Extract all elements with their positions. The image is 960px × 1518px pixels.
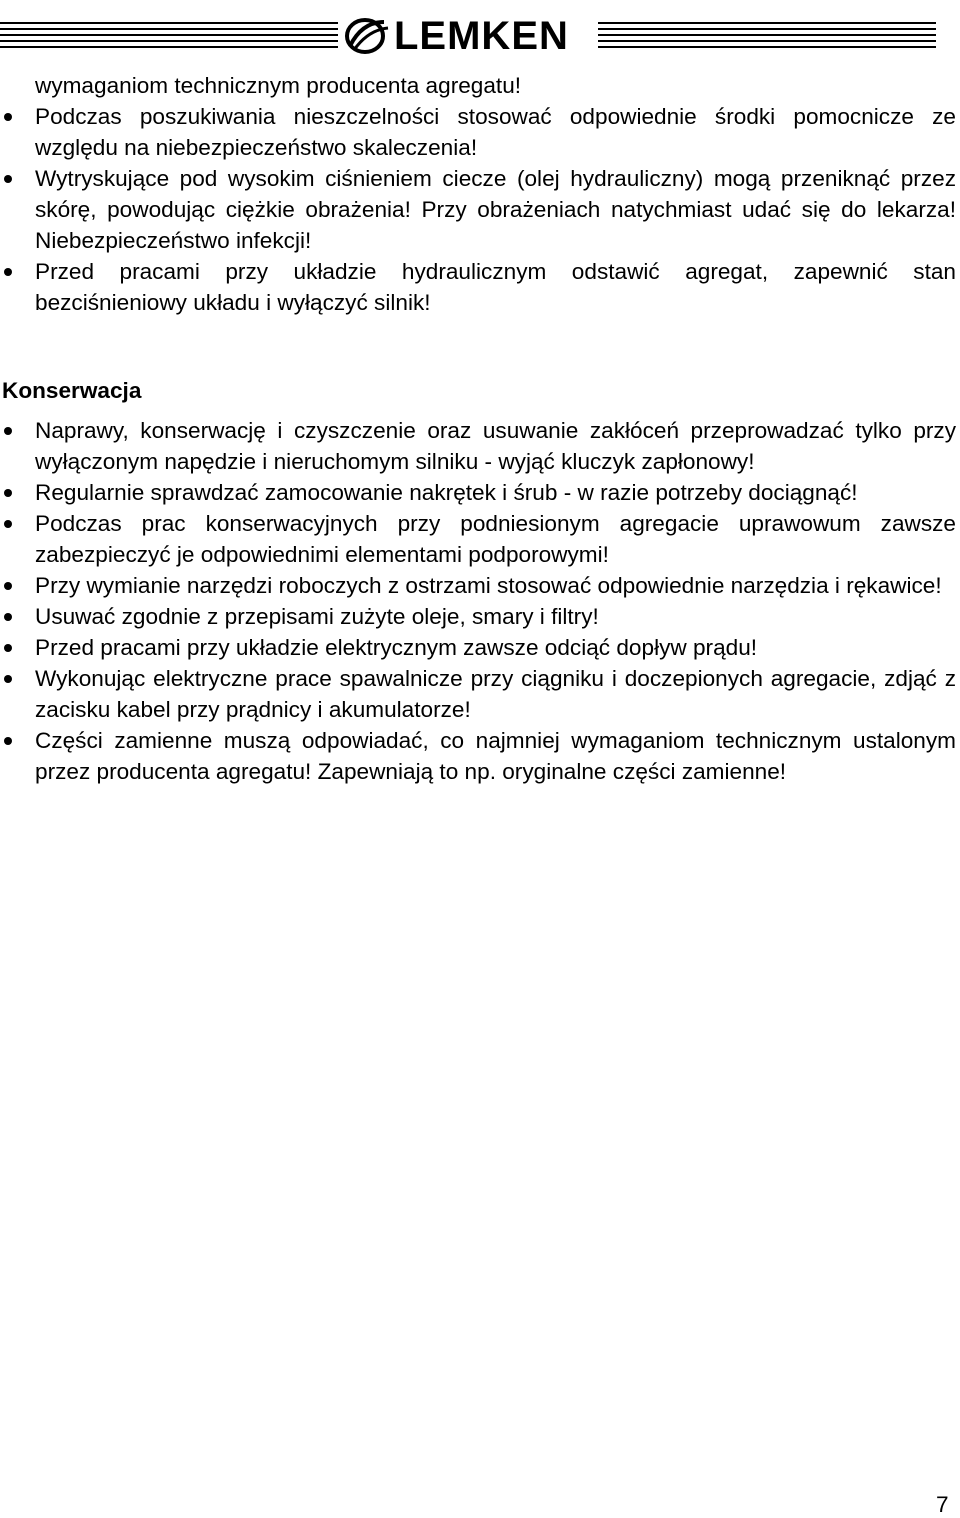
list-item: Przed pracami przy układzie elektrycznym zawsze odciąć dopływ prądu! [0,632,960,663]
header-rule-right [598,22,936,48]
list-item: Części zamienne muszą odpowiadać, co najmniej wymaganiom technicznym ustalonym przez producenta agregatu! Zapewniają to np. oryginalne części zamienne! [0,725,960,787]
list-item: Wytryskujące pod wysokim ciśnieniem ciecze (olej hydrauliczny) mogą przeniknąć przez skórę, powodując ciężkie obrażenia! Przy obrażeniach natychmiast udać się do lekarza! Niebezpieczeństwo infekcji! [0,163,960,256]
page-header [0,12,960,60]
list-item: Przy wymianie narzędzi roboczych z ostrzami stosować odpowiednie narzędzia i rękawice! [0,570,960,601]
lemken-emblem-icon [344,16,390,56]
list-item: Naprawy, konserwację i czyszczenie oraz usuwanie zakłóceń przeprowadzać tylko przy wyłączonym napędzie i nieruchomym silniku - wyjąć kluczyk zapłonowy! [0,415,960,477]
list-item: Usuwać zgodnie z przepisami zużyte oleje, smary i filtry! [0,601,960,632]
list-item: Regularnie sprawdzać zamocowanie nakrętek i śrub - w razie potrzeby dociągnąć! [0,477,960,508]
page-content [0,70,960,787]
section-heading: Konserwacja [2,378,142,403]
list-item: Podczas prac konserwacyjnych przy podniesionym agregacie uprawowum zawsze zabezpieczyć je odpowiednimi elementami podporowymi! [0,508,960,570]
continuation-text: wymaganiom technicznym producenta agregatu! [35,73,522,98]
header-rule-left [0,22,338,48]
maintenance-bullet-list [0,415,960,787]
list-item: Wykonując elektryczne prace spawalnicze przy ciągniku i doczepionych agregacie, zdjąć z zacisku kabel przy prądnicy i akumulatorze! [0,663,960,725]
list-item: Podczas poszukiwania nieszczelności stosować odpowiednie środki pomocnicze ze względu na niebezpieczeństwo skaleczenia! [0,101,960,163]
intro-bullet-list [0,101,960,318]
page-number: 7 [936,1492,949,1517]
brand-name: LEMKEN [394,14,569,58]
list-item: Przed pracami przy układzie hydraulicznym odstawić agregat, zapewnić stan bezciśnieniowy układu i wyłączyć silnik! [0,256,960,318]
brand-logo [344,12,569,60]
